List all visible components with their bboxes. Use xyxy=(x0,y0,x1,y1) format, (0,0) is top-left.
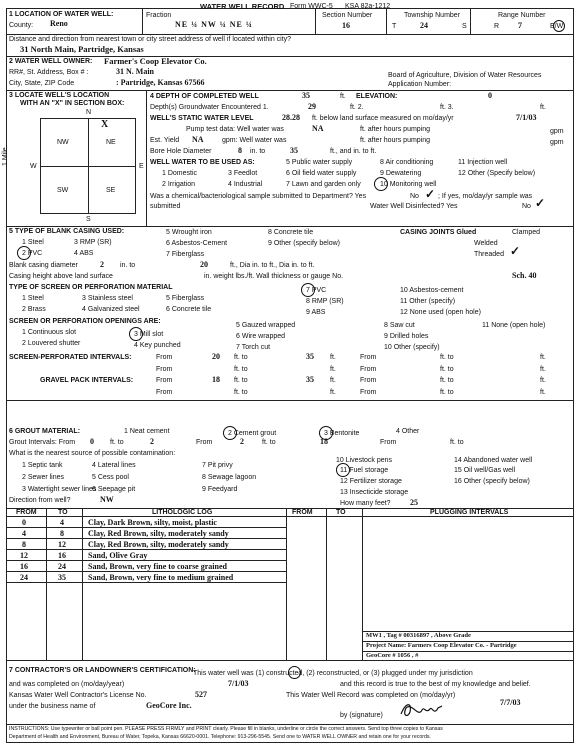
log-to: 35 xyxy=(58,573,66,582)
log-header-to: TO xyxy=(58,509,68,516)
fraction-label: Fraction xyxy=(146,12,172,19)
log-from: 0 xyxy=(22,518,26,527)
log-to: 8 xyxy=(60,529,64,538)
bore-value: 8 xyxy=(238,146,242,155)
bore-ft-value: 35 xyxy=(290,146,298,155)
log-from: 12 xyxy=(20,551,28,560)
compass-e: E xyxy=(139,163,144,170)
contam-oil-gas[interactable]: 15 Oil well/Gas well xyxy=(454,467,516,474)
cert-line-2: and this record is true to the best of my knowledge and belief. xyxy=(340,681,531,688)
log-desc: Clay, Red Brown, silty, moderately sandy xyxy=(88,540,229,549)
quadrant-ne: NE xyxy=(106,139,116,146)
instructions-line-2: Department of Health and Environment, Bureau of Water, Topeka, Kansas 66620-0001. Telephone: 913-296-5545. Send one to WATER WELL OWNER and retain one for your records. xyxy=(9,734,431,740)
log-desc: Sand, Brown, very fine to coarse grained xyxy=(88,562,227,571)
opening-none[interactable]: 11 None (open hole) xyxy=(482,322,546,329)
yield-label: Est. Yield xyxy=(150,137,180,144)
grout-to-1: 2 xyxy=(150,437,154,446)
pump-test-label: Pump test data: Well water was xyxy=(186,126,284,133)
log-to: 16 xyxy=(58,551,66,560)
spi-ft-4: ft. xyxy=(540,366,546,373)
opening-mill-slot[interactable]: 3 Mill slot xyxy=(134,331,164,338)
county-label: County: xyxy=(9,22,34,29)
feet-value: 25 xyxy=(410,498,418,507)
log-to: 12 xyxy=(58,540,66,549)
contam-feedyard[interactable]: 9 Feedyard xyxy=(202,486,238,493)
spi-ft-3: ft. xyxy=(330,366,336,373)
chem-no-check: ✓ xyxy=(425,187,436,201)
stamp-mw-tag: MW1 , Tag # 00316897 , Above Grade xyxy=(366,632,471,639)
use-label: WELL WATER TO BE USED AS: xyxy=(150,159,255,166)
static-level-value: 28.28 xyxy=(282,113,300,122)
log-from: 8 xyxy=(22,540,26,549)
locate-label-1: 3 LOCATE WELL'S LOCATION xyxy=(9,92,110,99)
use-feedlot[interactable]: 3 Feedlot xyxy=(228,170,258,177)
mile-label: 1 Mile xyxy=(2,147,9,166)
blank-diameter-mid: in. to xyxy=(120,262,136,269)
cert-business-value: GeoCore Inc. xyxy=(146,701,192,710)
gp-from: 18 xyxy=(212,375,220,384)
contam-lagoon[interactable]: 8 Sewage lagoon xyxy=(202,474,257,481)
spi-from: 20 xyxy=(212,352,220,361)
log-to: 24 xyxy=(58,562,66,571)
owner-city: : Partridge, Kansas 67566 xyxy=(116,78,205,87)
joints-clamped[interactable]: Clamped xyxy=(512,229,541,236)
grout-from-2: 2 xyxy=(240,437,244,446)
gp-ftto-3: ft. to xyxy=(234,389,248,396)
disinfect-label: Water Well Disinfected? Yes xyxy=(370,203,458,210)
groundwater-end: ft. xyxy=(540,104,546,111)
gp-ft-2: ft. xyxy=(540,377,546,384)
township-label: Township Number xyxy=(404,12,461,19)
log-desc: Sand, Brown, very fine to medium grained xyxy=(88,573,234,582)
pump-test-value: NA xyxy=(312,124,324,133)
grout-interval-label: Grout Intervals: From xyxy=(9,439,76,446)
static-level-label: WELL'S STATIC WATER LEVEL xyxy=(150,115,254,122)
casing-label: 5 TYPE OF BLANK CASING USED: xyxy=(9,228,125,235)
log-header-lithologic: LITHOLOGIC LOG xyxy=(152,509,213,516)
casing-rmp[interactable]: 3 RMP (SR) xyxy=(74,239,112,246)
ksa-number: KSA 82a-1212 xyxy=(345,3,391,10)
gp-ftto-4: ft. to xyxy=(440,389,454,396)
contam-cess-pool[interactable]: 5 Cess pool xyxy=(92,474,129,481)
use-irrigation[interactable]: 2 Irrigation xyxy=(162,181,196,188)
grout-ftto-2: ft. to xyxy=(262,439,276,446)
joints-welded[interactable]: Welded xyxy=(474,240,498,247)
casing-abs[interactable]: 4 ABS xyxy=(74,250,94,257)
log-desc: Clay, Red Brown, silty, moderately sandy xyxy=(88,529,229,538)
use-industrial[interactable]: 4 Industrial xyxy=(228,181,263,188)
log-desc: Sand, Olive Gray xyxy=(88,551,148,560)
grout-bentonite[interactable]: 3 Bentonite xyxy=(324,430,360,437)
compass-s: S xyxy=(86,216,91,223)
screen-steel[interactable]: 1 Steel xyxy=(22,295,44,302)
casing-fiberglass[interactable]: 7 Fiberglass xyxy=(166,251,205,258)
log-from: 4 xyxy=(22,529,26,538)
cert-license-label: Kansas Water Well Contractor's License No. xyxy=(9,692,147,699)
spi-ftto: ft. to xyxy=(234,354,248,361)
direction-label: Direction from well? xyxy=(9,497,71,504)
owner-city-label: City, State, ZIP Code xyxy=(9,80,75,87)
compass-w: W xyxy=(30,163,37,170)
bore-to: in. to xyxy=(250,148,266,155)
screen-other[interactable]: 11 Other (specify) xyxy=(400,298,456,305)
contam-seepage[interactable]: 6 Seepage pit xyxy=(92,486,136,493)
opening-louvered[interactable]: 2 Louvered shutter xyxy=(22,340,81,347)
cert-signature-label: by (signature) xyxy=(340,712,383,719)
log-from: 16 xyxy=(20,562,28,571)
groundwater-1: 29 xyxy=(308,102,316,111)
depth-ft: ft. xyxy=(340,93,346,100)
casing-wrought-iron[interactable]: 5 Wrought iron xyxy=(166,229,212,236)
disinfect-no[interactable]: No xyxy=(522,203,531,210)
owner-name: Farmer's Coop Elevator Co. xyxy=(104,56,207,66)
constructed-circle xyxy=(288,666,301,679)
blank-diameter-value: 2 xyxy=(100,260,104,269)
log-from: 24 xyxy=(20,573,28,582)
spi-from-3-label: From xyxy=(156,366,173,373)
application-label: Application Number: xyxy=(388,81,452,88)
contam-lateral[interactable]: 4 Lateral lines xyxy=(92,462,136,469)
casing-asbestos[interactable]: 6 Asbestos-Cement xyxy=(166,240,228,247)
range-ew: E/W xyxy=(550,23,564,30)
spi-ftto-2: ft. to xyxy=(440,354,454,361)
opening-torch-cut[interactable]: 7 Torch cut xyxy=(236,344,271,351)
cert-business-label: under the business name of xyxy=(9,703,96,710)
opening-saw-cut[interactable]: 8 Saw cut xyxy=(384,322,415,329)
spi-to: 35 xyxy=(306,352,314,361)
disinfect-no-check: ✓ xyxy=(535,196,546,210)
screen-fiberglass[interactable]: 5 Fiberglass xyxy=(166,295,205,302)
grout-from-1: 0 xyxy=(90,437,94,446)
opening-wire-wrapped[interactable]: 6 Wire wrapped xyxy=(236,333,286,340)
feet-label: How many feet? xyxy=(340,500,391,507)
gp-to: 35 xyxy=(306,375,314,384)
opening-continuous[interactable]: 1 Continuous slot xyxy=(22,329,77,336)
use-dewatering[interactable]: 9 Dewatering xyxy=(380,170,422,177)
casing-height-tail: in. weight lbs./ft. Wall thickness or gauge No. xyxy=(204,273,344,280)
fraction-value: NE ¼ NW ¼ NE ¼ xyxy=(175,20,253,29)
township-s: S xyxy=(462,23,467,30)
bore-tail: ft., and in. to ft. xyxy=(330,148,377,155)
log-desc: Clay, Dark Brown, silty, moist, plastic xyxy=(88,518,217,527)
elevation-label: ELEVATION: xyxy=(356,93,398,100)
distance-value: 31 North Main, Partridge, Kansas xyxy=(20,44,144,54)
gp-from-3-label: From xyxy=(156,389,173,396)
cert-record-label: This Water Well Record was completed on (mo/day/yr) xyxy=(286,692,456,699)
screen-asbestos[interactable]: 10 Asbestos-cement xyxy=(400,287,464,294)
gp-from-4-label: From xyxy=(360,389,377,396)
static-level-date: 7/1/03 xyxy=(516,113,537,122)
contam-pit-privy[interactable]: 7 Pit privy xyxy=(202,462,233,469)
pump-test-tail: ft. after hours pumping xyxy=(360,126,431,133)
yield-gpm: gpm xyxy=(550,139,564,146)
screen-pvc[interactable]: 7 PVC xyxy=(306,287,327,294)
range-value: 7 xyxy=(518,21,522,30)
grout-cement-grout[interactable]: 2 Cement grout xyxy=(228,430,277,437)
gp-ftto: ft. to xyxy=(234,377,248,384)
contam-watertight[interactable]: 3 Watertight sewer lines xyxy=(22,486,97,493)
casing-schedule: Sch. 40 xyxy=(512,271,537,280)
use-oil-field[interactable]: 6 Oil field water supply xyxy=(286,170,357,177)
form-title: WATER WELL RECORD xyxy=(200,2,285,11)
spi-label: SCREEN-PERFORATED INTERVALS: xyxy=(9,354,132,361)
opening-other[interactable]: 10 Other (specify) xyxy=(384,344,440,351)
owner-label: 2 WATER WELL OWNER: xyxy=(9,58,93,65)
chem-sample-label: Was a chemical/bacteriological sample submitted to Department? Yes xyxy=(150,193,367,200)
gp-ft-4: ft. xyxy=(540,389,546,396)
range-label: Range Number xyxy=(498,12,546,19)
groundwater-3-label: ft. 3. xyxy=(440,104,454,111)
instructions-line-1: INSTRUCTIONS: Use typewriter or ball point pen. PLEASE PRESS FIRMLY and PRINT clearly. Please fill in blanks, underline or circle the correct answers. Send top three copies to Kansas xyxy=(9,726,443,732)
cement-grout-circle xyxy=(223,426,237,440)
contam-septic[interactable]: 1 Septic tank xyxy=(22,462,63,469)
yield-tail: ft. after hours pumping xyxy=(360,137,431,144)
opening-key-punched[interactable]: 4 Key punched xyxy=(134,342,181,349)
cert-label: 7 CONTRACTOR'S OR LANDOWNER'S CERTIFICATION: xyxy=(9,667,196,674)
screen-stainless[interactable]: 3 Stainless steel xyxy=(82,295,133,302)
use-injection-well[interactable]: 11 Injection well xyxy=(458,159,508,166)
contam-insecticide[interactable]: 13 Insecticide storage xyxy=(340,489,409,496)
screen-material-label: TYPE OF SCREEN OR PERFORATION MATERIAL xyxy=(9,284,173,291)
screen-pvc-circle xyxy=(301,283,315,297)
blank-diameter-label: Blank casing diameter xyxy=(9,262,78,269)
yield-value: NA xyxy=(192,135,204,144)
fuel-storage-circle xyxy=(336,463,350,477)
openings-label: SCREEN OR PERFORATION OPENINGS ARE: xyxy=(9,318,161,325)
cert-completed-date: 7/1/03 xyxy=(228,679,249,688)
gp-ftto-2: ft. to xyxy=(440,377,454,384)
submitted-label: submitted xyxy=(150,203,181,210)
section-number-label: Section Number xyxy=(322,12,373,19)
township-t: T xyxy=(392,23,397,30)
mill-slot-circle xyxy=(129,327,143,341)
use-domestic[interactable]: 1 Domestic xyxy=(162,170,198,177)
blank-diameter-tail: ft., Dia in. to ft., Dia in. to ft. xyxy=(230,262,315,269)
use-other[interactable]: 12 Other (Specify below) xyxy=(458,170,536,177)
gp-ft: ft. xyxy=(330,377,336,384)
gp-ft-3: ft. xyxy=(330,389,336,396)
direction-value: NW xyxy=(100,495,114,504)
spi-from-2-label: From xyxy=(360,354,377,361)
screen-abs[interactable]: 9 ABS xyxy=(306,309,326,316)
bore-label: Bore Hole Diameter xyxy=(150,148,212,155)
casing-pvc-circle xyxy=(17,246,31,260)
screen-galvanized[interactable]: 4 Galvanized steel xyxy=(82,306,140,313)
section-number-value: 16 xyxy=(342,21,350,30)
pump-gpm: gpm xyxy=(550,128,564,135)
stamp-geocore: GeoCore # 1056 , # xyxy=(366,652,419,659)
township-value: 24 xyxy=(420,21,428,30)
compass-n: N xyxy=(86,109,92,116)
owner-address-label: RR#, St. Address, Box # : xyxy=(9,69,89,76)
contam-abandoned[interactable]: 14 Abandoned water well xyxy=(454,457,533,464)
spi-from-4-label: From xyxy=(360,366,377,373)
casing-other[interactable]: 9 Other (specify below) xyxy=(268,240,340,247)
static-level-tail: ft. below land surface measured on mo/day/yr xyxy=(312,115,454,122)
quadrant-nw: NW xyxy=(57,139,69,146)
joints-threaded[interactable]: Threaded xyxy=(474,251,504,258)
stamp-project-name: Project Name: Farmers Coop Elevator Co. - Partridge xyxy=(366,642,517,649)
spi-ftto-4: ft. to xyxy=(440,366,454,373)
screen-none[interactable]: 12 None used (open hole) xyxy=(400,309,481,316)
depth-value: 35 xyxy=(302,91,310,100)
county-value: Reno xyxy=(50,19,68,28)
grout-ftto-3: ft. to xyxy=(450,439,464,446)
gp-from-2-label: From xyxy=(360,377,377,384)
chem-sample-no[interactable]: No xyxy=(410,193,419,200)
chem-sample-tail: ; If yes, mo/day/yr sample was xyxy=(438,193,533,200)
threaded-check: ✓ xyxy=(510,244,521,258)
cert-license-value: 527 xyxy=(195,690,207,699)
casing-concrete-tile[interactable]: 8 Concrete tile xyxy=(268,229,314,236)
casing-joints-label: CASING JOINTS Glued xyxy=(400,229,477,236)
contam-livestock[interactable]: 10 Livestock pens xyxy=(336,457,393,464)
location-x-mark: X xyxy=(101,119,109,130)
grout-label: 6 GROUT MATERIAL: xyxy=(9,428,81,435)
log-header-from-2: FROM xyxy=(292,509,313,516)
form-number: Form WWC-5 xyxy=(290,3,333,10)
screen-brass[interactable]: 2 Brass xyxy=(22,306,46,313)
groundwater-2-label: ft. 2. xyxy=(350,104,364,111)
section1-label: 1 LOCATION OF WATER WELL: xyxy=(9,11,114,18)
board-label: Board of Agriculture, Division of Water Resources xyxy=(388,72,542,79)
contam-sewer[interactable]: 2 Sewer lines xyxy=(22,474,65,481)
use-air-conditioning[interactable]: 8 Air conditioning xyxy=(380,159,434,166)
spi-ft: ft. xyxy=(330,354,336,361)
depth-label: 4 DEPTH OF COMPLETED WELL xyxy=(150,93,259,100)
cert-line-1: This water well was (1) constructed, (2) reconstructed, or (3) plugged under my jurisdiction xyxy=(193,670,473,677)
contamination-label: What is the nearest source of possible contamination: xyxy=(9,450,176,457)
grout-ftto-1: ft. to xyxy=(110,439,124,446)
contam-fuel-storage[interactable]: 11 Fuel storage xyxy=(340,467,389,474)
range-r: R xyxy=(494,23,500,30)
log-header-from: FROM xyxy=(16,509,37,516)
cert-record-date: 7/7/03 xyxy=(500,698,521,707)
log-to: 4 xyxy=(60,518,64,527)
groundwater-label: Depth(s) Groundwater Encountered 1. xyxy=(150,104,269,111)
use-lawn-garden[interactable]: 7 Lawn and garden only xyxy=(286,181,361,188)
use-monitoring-well[interactable]: 10 Monitoring well xyxy=(380,181,437,188)
gp-from-label: From xyxy=(156,377,173,384)
quadrant-sw: SW xyxy=(57,187,69,194)
monitoring-well-circle xyxy=(374,177,388,191)
signature xyxy=(398,700,448,720)
spi-ft-2: ft. xyxy=(540,354,546,361)
casing-height-label: Casing height above land surface xyxy=(9,273,113,280)
grout-neat-cement[interactable]: 1 Neat cement xyxy=(124,428,170,435)
owner-address: 31 N. Main xyxy=(116,67,154,76)
contam-other[interactable]: 16 Other (specify below) xyxy=(454,478,530,485)
grout-to-2: 18 xyxy=(320,437,328,446)
cert-completed-label: and was completed on (mo/day/year) xyxy=(9,681,125,688)
spi-ftto-3: ft. to xyxy=(234,366,248,373)
range-ew-circle xyxy=(553,20,565,32)
grout-other[interactable]: 4 Other xyxy=(396,428,420,435)
log-header-plugging: PLUGGING INTERVALS xyxy=(430,509,509,516)
contam-fertilizer[interactable]: 12 Fertilizer storage xyxy=(340,478,402,485)
yield-mid: gpm: Well water was xyxy=(222,137,287,144)
use-public-water[interactable]: 5 Public water supply xyxy=(286,159,353,166)
screen-rmp[interactable]: 8 RMP (SR) xyxy=(306,298,344,305)
grout-from-2-label: From xyxy=(196,439,213,446)
quadrant-se: SE xyxy=(106,187,116,194)
spi-from-label: From xyxy=(156,354,173,361)
grout-from-3-label: From xyxy=(380,439,397,446)
log-header-to-2: TO xyxy=(336,509,346,516)
elevation-value: 0 xyxy=(488,91,492,100)
screen-concrete[interactable]: 6 Concrete tile xyxy=(166,306,212,313)
opening-drilled[interactable]: 9 Drilled holes xyxy=(384,333,429,340)
casing-steel[interactable]: 1 Steel xyxy=(22,239,44,246)
distance-label: Distance and direction from nearest town or city street address of well if located within city? xyxy=(9,36,292,43)
gravel-pack-label: GRAVEL PACK INTERVALS: xyxy=(40,377,134,384)
locate-label-2: WITH AN "X" IN SECTION BOX: xyxy=(20,100,125,107)
blank-diameter-ft: 20 xyxy=(200,260,208,269)
casing-pvc[interactable]: 2 PVC xyxy=(22,250,43,257)
opening-gauzed[interactable]: 5 Gauzed wrapped xyxy=(236,322,296,329)
